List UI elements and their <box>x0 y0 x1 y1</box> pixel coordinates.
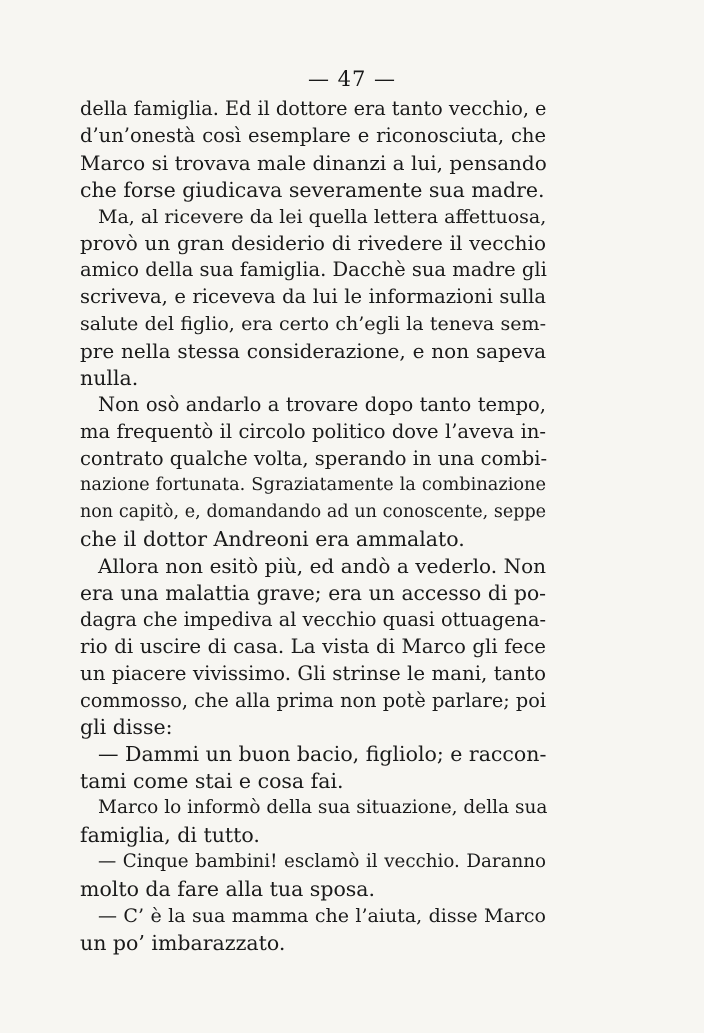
text-line: tami come stai e cosa fai. <box>80 769 344 794</box>
text-line: non capitò, e, domandando ad un conoscente, seppe <box>80 502 546 523</box>
page-number: — 47 — <box>307 67 397 91</box>
text-line: dagra che impediva al vecchio quasi ottuagena- <box>80 607 546 631</box>
text-line: Ma, al ricevere da lei quella lettera affettuosa, <box>98 205 547 228</box>
text-line: rio di uscire di casa. La vista di Marco gli fece <box>80 634 546 658</box>
text-line: era una malattia grave; era un accesso di po- <box>80 581 546 606</box>
text-line: un piacere vivissimo. Gli strinse le mani, tanto <box>80 661 546 685</box>
text-line: ma frequentò il circolo politico dove l’aveva in- <box>80 419 546 443</box>
text-line: Marco si trovava male dinanzi a lui, pensando <box>80 150 547 175</box>
text-line: Allora non esitò più, ed andò a vederlo. Non <box>98 554 546 579</box>
text-line: scriveva, e riceveva da lui le informazioni sulla <box>80 285 546 309</box>
text-line: commosso, che alla prima non potè parlare; poi <box>80 688 546 712</box>
text-line: famiglia, di tutto. <box>80 823 260 848</box>
text-line: d’un’onestà così esemplare e riconosciuta, che <box>80 123 546 147</box>
text-line: della famiglia. Ed il dottore era tanto vecchio, e <box>80 97 547 120</box>
text-line: gli disse: <box>80 715 173 740</box>
text-line: — Cinque bambini! esclamò il vecchio. Daranno <box>98 850 546 872</box>
text-line: provò un gran desiderio di rivedere il vecchio <box>80 231 546 256</box>
text-line: contrato qualche volta, sperando in una combi- <box>80 446 548 470</box>
text-line: salute del figlio, era certo ch’egli la teneva sem- <box>80 313 546 336</box>
text-line: Marco lo informò della sua situazione, della sua <box>98 797 548 819</box>
text-line: nulla. <box>80 365 139 390</box>
body-text <box>80 96 546 957</box>
text-line: un po’ imbarazzato. <box>80 930 286 955</box>
text-line: che forse giudicava severamente sua madre. <box>80 177 545 202</box>
text-line: molto da fare alla tua sposa. <box>80 876 376 901</box>
text-line: — Dammi un buon bacio, figliolo; e raccon- <box>98 742 547 767</box>
text-line: nazione fortunata. Sgraziatamente la combinazione <box>80 475 546 496</box>
text-line: che il dottor Andreoni era ammalato. <box>80 527 465 552</box>
text-line: amico della sua famiglia. Dacchè sua madre gli <box>80 258 547 282</box>
text-line: Non osò andarlo a trovare dopo tanto tempo, <box>98 392 546 416</box>
text-line: pre nella stessa considerazione, e non sapeva <box>80 339 546 364</box>
text-line: — C’ è la sua mamma che l’aiuta, disse Marco <box>98 904 546 927</box>
